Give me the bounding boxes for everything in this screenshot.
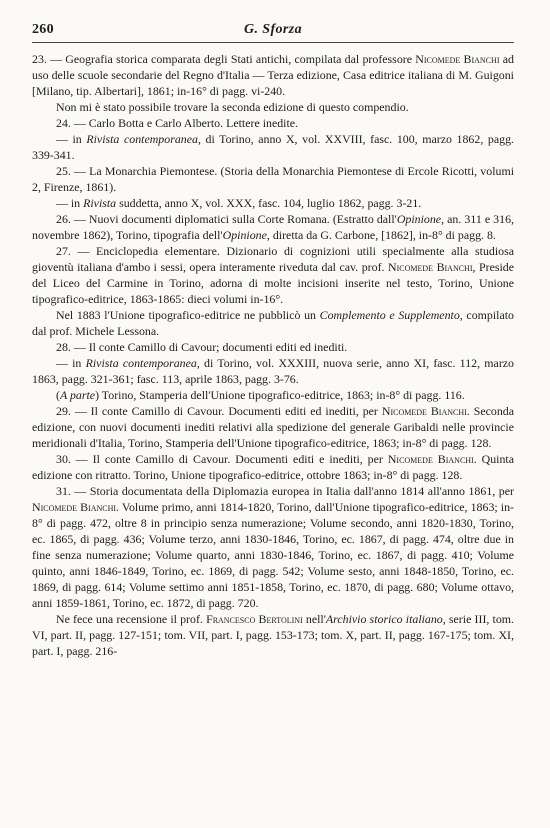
entry-text: 24. — Carlo Botta e Carlo Alberto. Lettere inedite. xyxy=(56,116,299,130)
entry-text: . Volume primo, anni 1814-1820, Torino, dall'Unione tipografico-editrice, 1863; in-8° di pagg. 472, oltre 8 in principio senza numerazione; Volume secondo, anni 1820-1830, Torino, ec. 1865, di pagg. 436; Volume terzo, anni 1830-1846, Torino, ec. 1867, di pagg. 474, oltre due in fine senza numerazione; Volume quarto, anni 1830-1846, Torino, ec. 1867, di pagg. 410; Volume quinto, anni 1846-1849, Torino, ec. 1869, di pagg. 542; Volume sesto, anni 1848-1850, Torino, ec. 1869, di pagg. 614; Volume settimo anni 1851-1858, Torino, ec. 1870, di pagg. 680; Volume ottavo, anni 1859-1861, Torino, ec. 1872, di pagg. 720. xyxy=(32,500,514,610)
entry-text: Ne fece una recensione il prof. xyxy=(56,612,207,626)
author-name: Nicomede Bianchi xyxy=(415,52,500,66)
italic-title: Complemento e Supplemento xyxy=(319,308,460,322)
author-name: Francesco Bertolini xyxy=(206,612,303,626)
entry-text: ) Torino, Stamperia dell'Unione tipografico-editrice, 1863; in-8° di pagg. 116. xyxy=(95,388,465,402)
entry-text: 31. — Storia documentata della Diplomazia europea in Italia dall'anno 1814 all'anno 1861, per xyxy=(56,484,514,498)
entry-text: , Preside del Liceo del Carmine in Torino, adorna di molte incisioni inserite nel testo, Torino, Unione tipografico-editrice, 1863-1865: dieci volumi in-16°. xyxy=(32,260,515,306)
page-number: 260 xyxy=(32,22,54,37)
entry-text: suddetta, anno X, vol. XXX, fasc. 104, luglio 1862, pagg. 3-21. xyxy=(116,196,422,210)
entry-text: — in xyxy=(56,196,84,210)
author-name: Nicomede Bianchi xyxy=(387,452,474,466)
entry-text: 25. — La Monarchia Piemontese. (Storia della Monarchia Piemontese di Ercole Ricotti, volumi 2, Firenze, 1861). xyxy=(32,164,514,194)
italic-title: Rivista contemporanea xyxy=(86,132,198,146)
bibliography-entry-e27-note xyxy=(32,307,514,339)
bibliography-list xyxy=(32,51,514,659)
bibliography-entry-e31 xyxy=(32,483,514,611)
bibliography-entry-e24 xyxy=(32,115,514,131)
bibliography-entry-e28-apart xyxy=(32,387,514,403)
running-title: G. Sforza xyxy=(243,22,303,37)
bibliography-entry-e28-pub xyxy=(32,355,514,387)
author-name: Nicomede Bianchi xyxy=(381,404,467,418)
bibliography-entry-e23 xyxy=(32,51,514,99)
entry-text: , diretta da G. Carbone, [1862], in-8° di pagg. 8. xyxy=(266,228,496,242)
entry-text: 23. — Geografia storica comparata degli Stati antichi, compilata dal professore xyxy=(32,52,416,66)
entry-text: — in xyxy=(56,356,86,370)
author-name: Nicomede Bianchi xyxy=(388,260,473,274)
italic-title: Opinione xyxy=(222,228,267,242)
italic-title: Rivista contemporanea xyxy=(85,356,197,370)
italic-title: Opinione xyxy=(396,212,442,226)
entry-text: — in xyxy=(56,132,87,146)
entry-text: 29. — Il conte Camillo di Cavour. Documenti editi ed inediti, per xyxy=(56,404,382,418)
entry-text: 28. — Il conte Camillo di Cavour; documenti editi ed inediti. xyxy=(56,340,348,354)
entry-text: Non mi è stato possibile trovare la seconda edizione di questo compendio. xyxy=(56,100,409,114)
entry-text: Nel 1883 l'Unione tipografico-editrice ne pubblicò un xyxy=(56,308,320,322)
bibliography-entry-e30 xyxy=(32,451,514,483)
entry-text: . Quinta edizione con ritratto. Torino, Unione tipografico-editrice, ottobre 1863; in-8° di pagg. 128. xyxy=(32,452,515,482)
entry-text: 27. — Enciclopedia elementare. Dizionario di cognizioni utili specialmente alla studiosa gioventù italiana d'ambo i sessi, opera interamente riveduta dal cav. prof. xyxy=(32,244,514,274)
italic-title: A parte xyxy=(59,388,96,402)
bibliography-entry-e26 xyxy=(32,211,514,243)
bibliography-entry-e28 xyxy=(32,339,514,355)
bibliography-entry-e23-note xyxy=(32,99,514,115)
bibliography-entry-e25 xyxy=(32,163,514,195)
bibliography-entry-e27 xyxy=(32,243,514,307)
entry-text: 26. — Nuovi documenti diplomatici sulla Corte Romana. (Estratto dall' xyxy=(56,212,397,226)
entry-text: , compilato dal prof. Michele Lessona. xyxy=(32,308,514,338)
entry-text: , di Torino, anno X, vol. XXVIII, fasc. 100, marzo 1862, pagg. 339-341. xyxy=(32,132,514,162)
bibliography-entry-e24-pub xyxy=(32,131,514,163)
entry-text: ad uso delle scuole secondarie del Regno d'Italia — Terza edizione, Casa editrice italiana di M. Guigoni [Milano, tip. Albertari], 1861; in-16° di pagg. vi-240. xyxy=(32,52,514,98)
bibliography-entry-e25-pub xyxy=(32,195,514,211)
entry-text: 30. — Il conte Camillo di Cavour. Documenti editi e inediti, per xyxy=(56,452,388,466)
italic-title: Rivista xyxy=(83,196,117,210)
entry-text: , di Torino, vol. XXXIII, nuova serie, anno XI, fasc. 112, marzo 1863, pagg. 321-361; fasc. 113, aprile 1863, pagg. 3-76. xyxy=(32,356,514,386)
bibliography-entry-e29 xyxy=(32,403,514,451)
bibliography-entry-e31-note xyxy=(32,611,514,659)
entry-text: , serie III, tom. VI, part. II, pagg. 127-151; tom. VII, part. I, pagg. 153-173; tom. X, part. II, pagg. 167-175; tom. XI, part. I, pagg. 216- xyxy=(32,612,515,658)
author-name: Nicomede Bianchi xyxy=(32,500,117,514)
italic-title: Archivio storico italiano xyxy=(325,612,443,626)
page-header xyxy=(32,16,514,42)
entry-text: , an. 311 e 316, novembre 1862), Torino, tipografia dell' xyxy=(32,212,514,242)
entry-text: . Seconda edizione, con nuovi documenti inediti relativi alla spedizione del generale Garibaldi nelle provincie meridionali d'Italia, Torino, Stamperia dell'Unione tipografico-editrice, 1863; in-8° di pagg. 128. xyxy=(32,404,514,450)
header-rule xyxy=(32,42,514,43)
entry-text: nell' xyxy=(302,612,326,626)
entry-text: ( xyxy=(56,388,60,402)
